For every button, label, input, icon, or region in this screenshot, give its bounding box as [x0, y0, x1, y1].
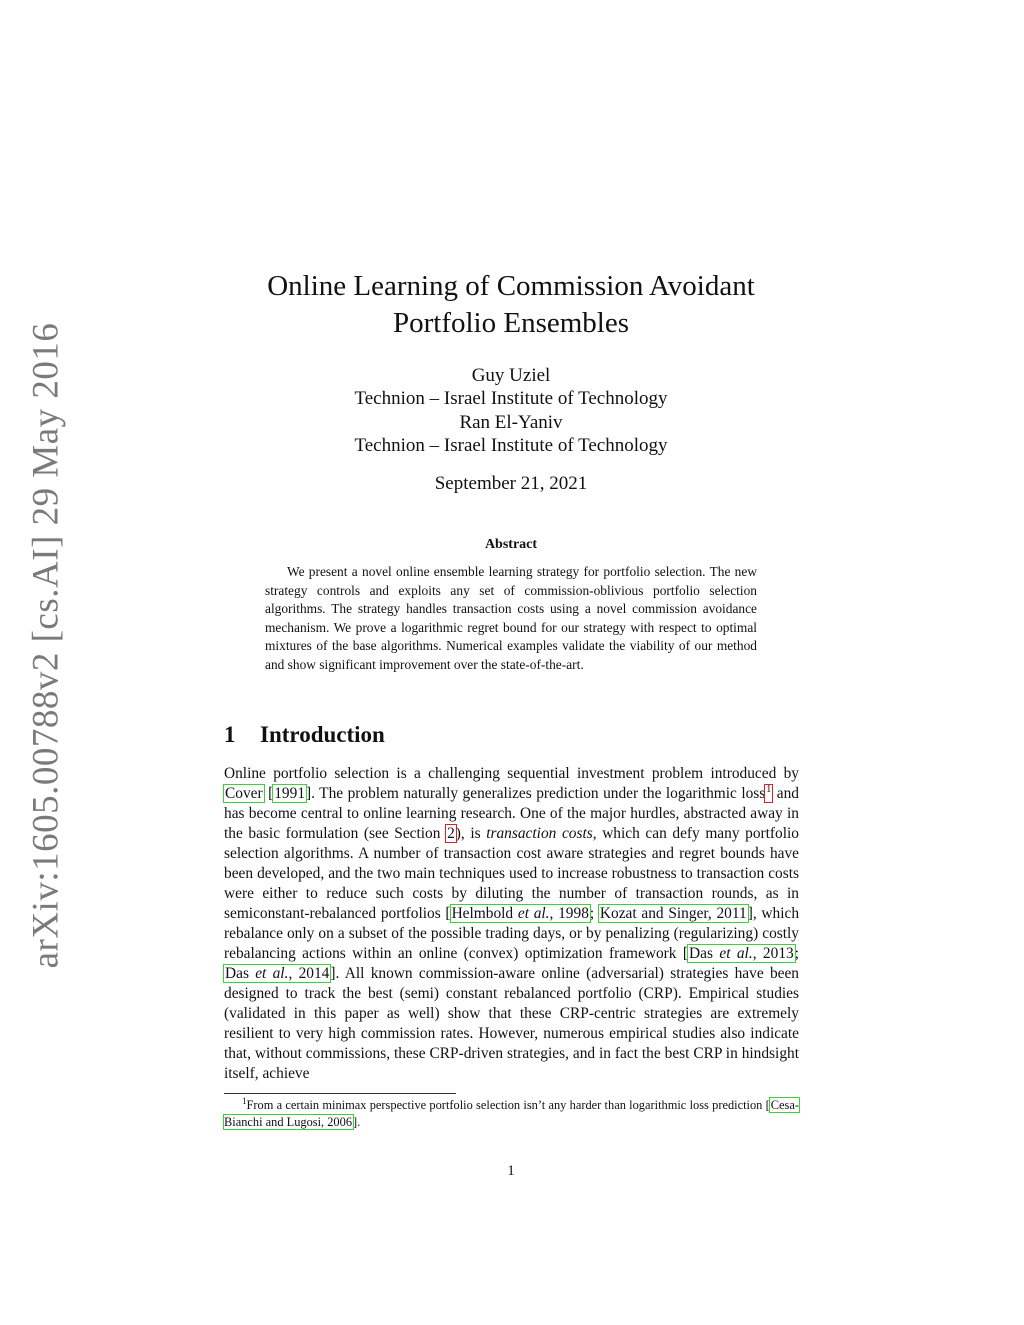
citation-link-das-2014[interactable] [224, 965, 330, 982]
title-line-2: Portfolio Ensembles [392, 307, 629, 339]
intro-text: ]. The problem naturally generalizes prediction under the logarithmic loss [306, 785, 766, 802]
citation-author: Das [225, 965, 256, 982]
citation-link-cover[interactable]: Cover [225, 785, 263, 802]
intro-text: [ [263, 785, 274, 802]
abstract-heading: Abstract [484, 537, 538, 552]
author-block [200, 364, 822, 457]
citation-year: , 1998 [549, 905, 589, 922]
author-name-1: Guy Uziel [471, 365, 551, 386]
citation-year: , 2013 [752, 945, 794, 962]
section-title: Introduction [260, 722, 385, 747]
emphasis-transaction-costs: transaction costs [486, 825, 593, 842]
citation-link-helmbold[interactable] [451, 905, 590, 922]
section-reference-link[interactable]: 2 [447, 825, 455, 842]
abstract-text: We present a novel online ensemble learning strategy for portfolio selection. The new strategy controls and exploits any set of commission-oblivious portfolio selection algorithms. The strategy handles transaction costs using a novel commission avoidance mechanism. We prove a logarithmic regret bound for our strategy with respect to optimal mixtures of the base algorithms. Numerical examples validate the viability of our method and show significant improvement over the state-of-the-art. [265, 564, 757, 672]
paper-date: September 21, 2021 [434, 473, 588, 494]
citation-link-das-2013[interactable] [688, 945, 795, 962]
intro-text: , which can defy many portfolio selection algorithms. A number of transaction cost aware strategies and regret bounds have been developed, and the two main techniques used to increase robustness to transaction costs were either to reduce such costs by diluting the number of transaction rounds, as in semiconstant-rebalanced portfolios [ [224, 825, 799, 922]
intro-text: ), is [455, 825, 487, 842]
footnote-end: ]. [353, 1115, 361, 1129]
paper-title [200, 268, 822, 342]
footnote-1 [224, 1097, 799, 1131]
citation-etal: et al. [517, 905, 550, 922]
author-name-2: Ran El-Yaniv [459, 411, 563, 433]
footnote-mark: 1 [766, 783, 772, 795]
citation-link-cesa-bianchi[interactable]: Cesa-Bianchi and Lugosi, 2006 [224, 1098, 799, 1129]
page-number: 1 [507, 1163, 515, 1179]
citation-author: Das [689, 945, 720, 962]
arxiv-identifier-text: arXiv:1605.00788v2 [cs.AI] 29 May 2016 [25, 322, 67, 968]
section-heading-introduction [224, 720, 385, 750]
footnote-text: From a certain minimax perspective portfolio selection isn’t any harder than logarithmic loss prediction [ [246, 1098, 770, 1112]
citation-etal: et al. [255, 965, 289, 982]
intro-text: ], which rebalance only on a subset of the possible trading days, or by penalizing (regularizing) costly rebalancing actions within an online (convex) optimization framework [ [224, 905, 800, 962]
citation-author: Helmbold [451, 905, 518, 922]
arxiv-identifier-stamp [25, 322, 67, 968]
citation-year: , 2014 [288, 965, 330, 982]
intro-text: and has become central to online learning research. One of the major hurdles, abstracted away in the basic formulation (see Section [224, 785, 799, 842]
intro-text: ; [589, 905, 599, 922]
citation-link-kozat[interactable]: Kozat and Singer, 2011 [599, 905, 747, 922]
intro-text: ]. All known commission-aware online (adversarial) strategies have been designed to track the best (semi) constant rebalanced portfolio (CRP). Empirical studies (validated in this paper as well) show that these CRP-centric strategies are extremely resilient to very high commission rates. However, numerous empirical studies also indicate that, without commissions, these CRP-driven strategies, and in fact the best CRP in hindsight itself, achieve [224, 965, 799, 1082]
intro-text: Online portfolio selection is a challenging sequential investment problem introduced by [224, 765, 799, 782]
author-affiliation-2: Technion – Israel Institute of Technology [354, 434, 668, 456]
intro-text: ; [794, 945, 799, 962]
citation-etal: et al. [719, 945, 753, 962]
footnote-number: 1 [242, 1095, 247, 1106]
section-number: 1 [224, 722, 236, 747]
footnote-divider [224, 1093, 456, 1094]
author-affiliation-1: Technion – Israel Institute of Technology [354, 388, 668, 410]
citation-link-1991[interactable]: 1991 [274, 785, 306, 802]
title-line-1: Online Learning of Commission Avoidant [267, 270, 755, 302]
introduction-paragraph [224, 764, 799, 1084]
